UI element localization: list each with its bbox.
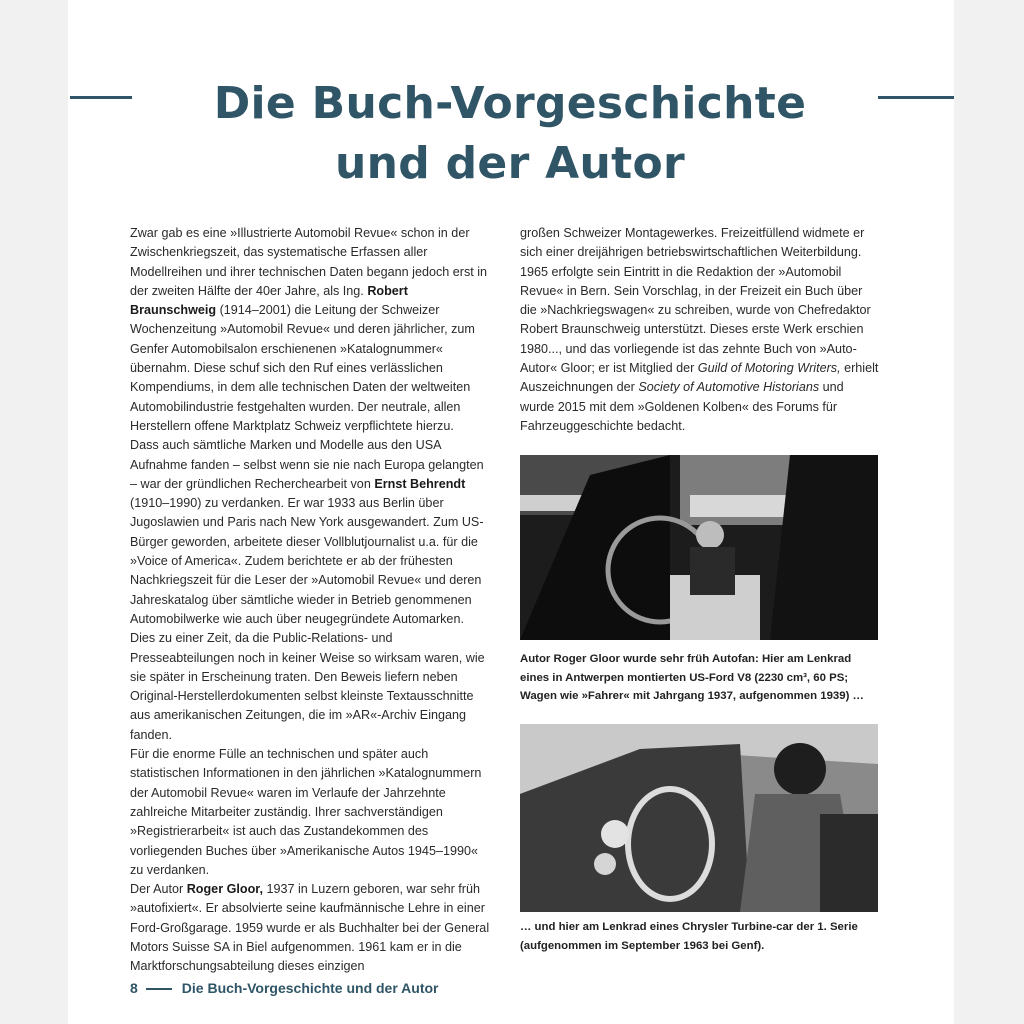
photo-child-ford-illustration bbox=[520, 455, 878, 640]
paragraph-text: erhielt Auszeichnungen der bbox=[520, 361, 879, 395]
person-name-braunschweig: Robert Braunschweig bbox=[130, 283, 408, 318]
photo-caption-1: Autor Roger Gloor wurde sehr früh Autofan: Hier am Lenkrad eines in Antwerpen montierten US-Ford V8 (2230 cm³, 60 PS; Wagen wie »Fahrer« mit Jahrgang 1937, aufgenommen 1939) … bbox=[520, 653, 864, 702]
left-text-column bbox=[130, 224, 490, 977]
paragraph-text: (1910–1990) zu verdanken. Er war 1933 aus Berlin über Jugoslawien und Paris nach New York ausgewandert. Zum US-Bürger geworden, arbeitete dieser Vollblutjournalist u.a. für die »Voice of America«. Zudem berichtete er ab der frühesten Nachkriegszeit für die Leser der »Automobil Revue« und deren Jahreskatalog über sämtliche wieder in Betrieb genommenen Automobilwerke wie auch über neugegründete Automarken. Dies zu einer Zeit, da die Public-Relations- und Presseabteilungen noch in keiner Weise so wirksam waren, wie sie später in Erscheinung traten. Den Beweis liefern neben Original-Herstellerdokumenten selbst kleinste Textausschnitte aus amerikanischen Zeitungen, die im »AR«-Archiv Eingang fanden. bbox=[130, 496, 485, 742]
paragraph-history bbox=[130, 224, 490, 436]
paragraph-text: Zwar gab es eine »Illustrierte Automobil Revue« schon in der Zwischenkriegszeit, das systematische Erfassen aller Modellreihen und ihrer technischen Daten begann jedoch erst in der zweiten Hälfte der 40er Jahre, als Ing. bbox=[130, 226, 488, 298]
page-title bbox=[130, 74, 890, 194]
photo-chrysler-turbine-illustration bbox=[520, 724, 878, 912]
page-footer bbox=[130, 980, 439, 996]
paragraph-text: 1937 in Luzern geboren, war sehr früh »autofixiert«. Er absolvierte seine kaufmännische Lehre in einer Ford-Großgarage. 1959 wurde er als Buchhalter bei der General Motors Suisse SA in Biel aufgenommen. 1961 kam er in die Marktforschungsabteilung dieses einzigen bbox=[130, 882, 490, 974]
person-name-behrendt: Ernst Behrendt bbox=[374, 476, 466, 491]
organization-guild: Guild of Motoring Writers, bbox=[697, 361, 841, 376]
photo-caption-2: … und hier am Lenkrad eines Chrysler Turbine-car der 1. Serie (aufgenommen im September 1963 bei Genf). bbox=[520, 921, 858, 952]
paragraph-catalog: Für die enorme Fülle an technischen und später auch statistischen Informationen in den jährlichen »Katalognummern der Automobil Revue« waren im Verlaufe der Jahrzehnte zahlreiche Mitarbeiter zuständig. Ihrer sachverständigen »Registrierarbeit« ist auch das Zustandekommen des vorliegenden Buches über »Amerikanische Autos 1945–1990« zu verdanken. bbox=[130, 747, 482, 877]
photo-chrysler-turbine bbox=[520, 724, 878, 912]
running-title: Die Buch-Vorgeschichte und der Autor bbox=[181, 980, 439, 996]
photo-child-ford bbox=[520, 455, 878, 640]
page-number: 8 bbox=[130, 980, 138, 996]
title-rule-left bbox=[70, 96, 132, 99]
page-title-line-2: und der Autor bbox=[334, 138, 686, 189]
paragraph-text: und wurde 2015 mit dem »Goldenen Kolben« des Forums für Fahrzeuggeschichte bedacht. bbox=[520, 380, 844, 433]
paragraph-text: Dass auch sämtliche Marken und Modelle aus den USA Aufnahme fanden – selbst wenn sie nie nach Europa gelangten – war der gründlichen Recherchearbeit von bbox=[130, 438, 484, 491]
person-name-gloor: Roger Gloor, bbox=[186, 882, 263, 897]
paragraph-author bbox=[130, 880, 490, 976]
paragraph-text: (1914–2001) die Leitung der Schweizer Wochenzeitung »Automobil Revue« und deren jährlicher, zum Genfer Automobilsalon erschienenen »Katalognummer« übernahm. Diese schuf sich den Ruf eines verlässlichen Kompendiums, in dem alle technischen Daten der weltweiten Automobilindustrie festgehalten wurden. Der neutrale, allen Herstellern offene Marktplatz Schweiz verpflichtete hierzu. bbox=[130, 303, 475, 433]
paragraph-text: Der Autor bbox=[130, 882, 187, 897]
paragraph-behrendt bbox=[130, 436, 490, 745]
footer-dash bbox=[146, 988, 172, 990]
paragraph-text: großen Schweizer Montagewerkes. Freizeitfüllend widmete er sich einer dreijährigen betriebswirtschaftlichen Weiterbildung. 1965 erfolgte sein Eintritt in die Redaktion der »Automobil Revue« in Bern. Sein Vorschlag, in der Freizeit ein Buch über die »Nachkriegswagen« zu schreiben, wurde von Chefredaktor Robert Braunschweig unterstützt. Dieses erste Werk erschien 1980..., und das vorliegende ist das zehnte Buch von »Auto-Autor« Gloor; er ist Mitglied der bbox=[520, 226, 871, 376]
paragraph-author-continued bbox=[520, 224, 880, 436]
organization-society: Society of Automotive Historians bbox=[638, 380, 820, 395]
right-text-column bbox=[520, 224, 880, 436]
page-title-line-1: Die Buch-Vorgeschichte bbox=[213, 78, 807, 129]
